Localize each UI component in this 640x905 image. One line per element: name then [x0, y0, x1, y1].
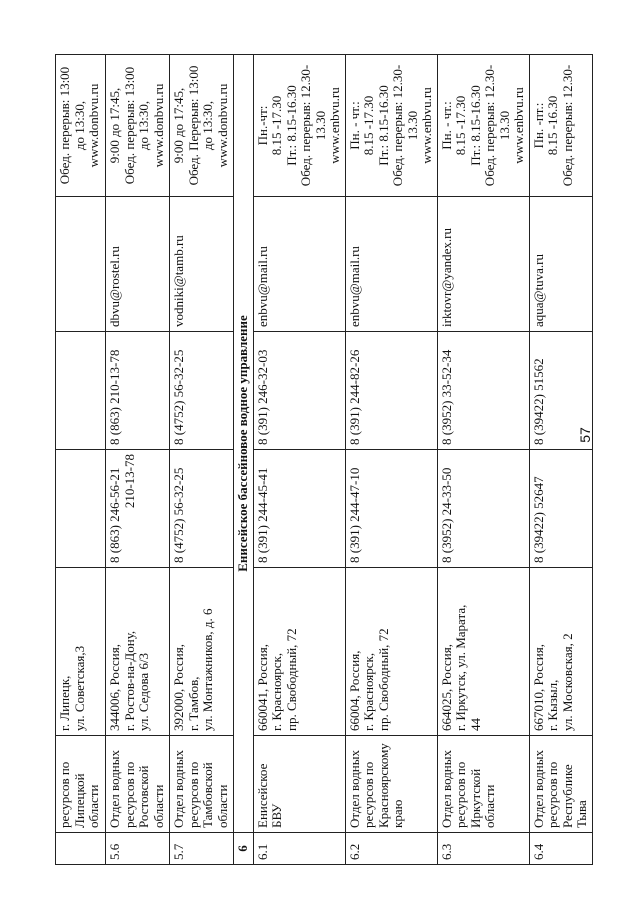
row-number-text: 6.4 [530, 843, 546, 860]
address-line: г. Красноярск, [269, 652, 284, 731]
organization-line: Республике Тыва [559, 764, 589, 828]
hours-cell [345, 55, 437, 197]
table-row [437, 55, 529, 865]
email-text: enbvu@mail.ru [346, 246, 362, 327]
email-cell [170, 197, 234, 332]
fax-text: 8 (863) 210-13-78 [107, 349, 122, 445]
row-number-text: 6.2 [346, 843, 362, 860]
address-line: пр. Свободный, 72 [375, 628, 391, 731]
hours-line: 9:00 до 17:45, [171, 87, 186, 164]
fax-text: 8 (3952) 33-52-34 [438, 349, 454, 445]
address-line: г. Ростов-на-Дону, [121, 630, 137, 731]
organization-line: ресурсов по [545, 761, 560, 828]
hours-line: Пт.: 8.15-16.30 [283, 85, 299, 166]
page-number: 57 [577, 427, 593, 443]
hours-line: 8.15 -17.30 [361, 95, 376, 156]
section-title [234, 55, 254, 833]
organization-line: ресурсов по [453, 761, 468, 828]
phone-text: 8 (4752) 56-32-25 [171, 467, 186, 563]
table-row [253, 55, 345, 865]
address-line: ул. Московская, 2 [559, 633, 575, 731]
email-text: dbvu@rostel.ru [107, 246, 122, 327]
address-cell [106, 568, 170, 736]
hours-line: Обед. Перерыв: 13:00 [185, 65, 201, 186]
fax-cell [170, 332, 234, 450]
organization-line: ресурсов по [361, 761, 376, 828]
hours-line: www.enbvu.ru [327, 87, 342, 164]
fax-cell [345, 332, 437, 450]
hours-line: Пт.: 8.15-16.30 [375, 85, 391, 166]
hours-line: Пт.: 8.15-16.30 [467, 85, 483, 166]
organization-cell [106, 736, 170, 833]
row-number-text: 6.1 [254, 843, 270, 860]
email-text: aqua@tuva.ru [530, 254, 546, 327]
table-row [56, 55, 106, 865]
table-row [529, 55, 592, 865]
hours-line: www.enbvu.ru [511, 87, 526, 164]
hours-line: Обед. перерыв: 13:00 [57, 66, 72, 185]
address-line: г. Красноярск, [361, 652, 376, 731]
address-line: 392000, Россия, [171, 644, 186, 731]
hours-line: до 13:30, [71, 100, 87, 151]
address-line: пр. Свободный, 72 [283, 628, 299, 731]
hours-line: Обед. перерыв: 12.30- [390, 64, 405, 187]
email-cell [106, 197, 170, 332]
hours-line: до 13:30, [136, 100, 151, 151]
phone-text: 8 (391) 244-47-10 [346, 467, 362, 563]
address-cell [437, 568, 529, 736]
hours-line: 8.15 -17.30 [453, 95, 468, 156]
address-line: ул. Советская,3 [71, 645, 87, 731]
address-line: 667010, Россия, [530, 644, 546, 731]
section-number [234, 833, 254, 865]
hours-line: Пн. - чт.: [438, 101, 454, 150]
hours-line: www.enbvu.ru [419, 87, 434, 164]
row-number-text: 6.3 [438, 843, 454, 860]
address-line: 344006, Россия, [107, 644, 122, 731]
address-line: 664025, Россия, [438, 644, 454, 731]
fax-text: 8 (391) 244-82-26 [346, 349, 362, 445]
address-line: 660041, Россия, [254, 644, 270, 731]
phone-text-2: 210-13-78 [121, 454, 137, 509]
hours-cell [437, 55, 529, 197]
address-line: 44 [467, 718, 483, 731]
row-number [529, 833, 592, 865]
hours-line: Пн. -пт.: [530, 102, 546, 149]
phone-cell [253, 450, 345, 568]
hours-line: 9:00 до 17:45, [107, 87, 122, 164]
hours-line: www.donbvu.ru [150, 83, 166, 168]
email-cell [529, 197, 592, 332]
organization-cell [345, 736, 437, 833]
hours-line: Пн.-чт: [254, 105, 270, 146]
row-number [170, 833, 234, 865]
hours-cell [106, 55, 170, 197]
email-text: vodniki@tamb.ru [171, 235, 186, 327]
organization-line: ресурсов по [121, 761, 137, 828]
phone-cell [529, 450, 592, 568]
phone-cell [437, 450, 529, 568]
email-cell [345, 197, 437, 332]
organization-line: Отдел водных [171, 750, 186, 828]
address-cell [253, 568, 345, 736]
organization-line: Енисейское БВУ [254, 763, 284, 828]
phone-text: 8 (39422) 52647 [530, 476, 546, 563]
hours-cell [253, 55, 345, 197]
hours-line: 8.15 -17.30 [269, 95, 284, 156]
email-cell [253, 197, 345, 332]
address-line: 66004, Россия, [346, 650, 362, 731]
organization-cell [56, 736, 106, 833]
organization-line: Ростовской [136, 765, 151, 828]
email-cell [56, 197, 106, 332]
organization-line: Тамбовской [200, 762, 215, 828]
fax-cell [106, 332, 170, 450]
fax-cell [253, 332, 345, 450]
address-line: ул. Монтажников, д. 6 [200, 608, 215, 731]
hours-cell [56, 55, 106, 197]
organization-line: Липецкой [71, 773, 87, 828]
phone-text: 8 (391) 244-45-41 [254, 467, 270, 563]
fax-text: 8 (4752) 56-32-25 [171, 349, 186, 445]
contacts-table [55, 54, 593, 865]
phone-cell [56, 450, 106, 568]
hours-line: Обед. перерыв: 12.30- [298, 64, 313, 187]
hours-line: 8.15 -16.30 [545, 95, 560, 156]
row-number-text: 5.7 [171, 843, 186, 860]
hours-line: Обед. перерыв: 12.30- [559, 64, 575, 187]
row-number [437, 833, 529, 865]
organization-line: краю [390, 799, 405, 828]
row-number [56, 833, 106, 865]
address-line: ул. Седова 6/3 [136, 652, 151, 731]
organization-line: области [214, 784, 230, 828]
rotated-table-wrapper [55, 55, 589, 865]
organization-line: Отдел водных [438, 750, 454, 828]
table-body [56, 55, 593, 865]
organization-line: Отдел водных [346, 750, 362, 828]
phone-text: 8 (863) 246-56-21 [107, 467, 122, 563]
address-cell [56, 568, 106, 736]
email-text: enbvu@mail.ru [254, 246, 270, 327]
organization-cell [170, 736, 234, 833]
hours-line: www.donbvu.ru [86, 83, 101, 168]
section-title-text: Енисейское бассейновое водное управление [235, 315, 250, 572]
table-row [106, 55, 170, 865]
table-row [170, 55, 234, 865]
table-row [345, 55, 437, 865]
address-line: г. Кызыл, [545, 679, 560, 731]
row-number [345, 833, 437, 865]
address-line: г. Иркутск, ул. Марата, [453, 604, 468, 731]
hours-cell [170, 55, 234, 197]
organization-line: ресурсов по [185, 761, 201, 828]
section-number-text: 6 [235, 845, 250, 852]
organization-line: области [86, 784, 101, 828]
organization-line: области [482, 784, 497, 828]
organization-cell [437, 736, 529, 833]
hours-line: Пн. - чт.: [346, 101, 362, 150]
hours-cell [529, 55, 592, 197]
address-cell [529, 568, 592, 736]
fax-text: 8 (391) 246-32-03 [254, 349, 270, 445]
fax-cell [437, 332, 529, 450]
phone-cell [170, 450, 234, 568]
address-cell [345, 568, 437, 736]
organization-line: Отдел водных [530, 750, 546, 828]
hours-line: 13.30 [312, 110, 328, 141]
address-line: г. Липецк, [57, 675, 72, 731]
phone-text: 8 (3952) 24-33-50 [438, 467, 454, 563]
hours-line: www.donbvu.ru [214, 83, 230, 168]
hours-line: Обед. перерыв: 12.30- [482, 64, 497, 187]
organization-line: Отдел водных [107, 750, 122, 828]
phone-cell [345, 450, 437, 568]
address-cell [170, 568, 234, 736]
phone-cell [106, 450, 170, 568]
hours-line: 13.30 [496, 110, 512, 141]
hours-line: до 13:30, [200, 100, 215, 151]
row-number [106, 833, 170, 865]
hours-line: 13.30 [404, 110, 420, 141]
hours-line: Обед. перерыв: 13:00 [121, 66, 137, 185]
organization-line: области [150, 784, 166, 828]
section-header-row [234, 55, 254, 865]
fax-text: 8 (39422) 51562 [530, 358, 546, 445]
row-number-text: 5.6 [107, 843, 122, 860]
email-text: irktovr@yandex.ru [438, 228, 454, 327]
organization-line: Иркутской [467, 768, 483, 828]
organization-line: Красноярскому [375, 743, 391, 828]
organization-line: ресурсов по [57, 761, 72, 828]
email-cell [437, 197, 529, 332]
fax-cell [56, 332, 106, 450]
address-line: г. Тамбов, [185, 676, 201, 731]
organization-cell [529, 736, 592, 833]
organization-cell [253, 736, 345, 833]
row-number [253, 833, 345, 865]
